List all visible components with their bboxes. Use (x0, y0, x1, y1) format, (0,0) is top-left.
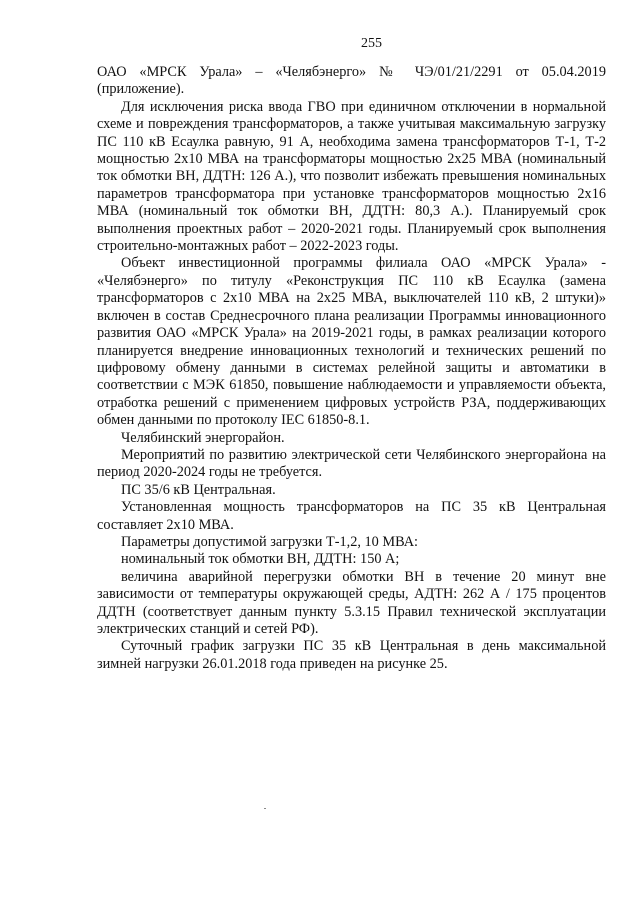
paragraph-9: номинальный ток обмотки ВН, ДДТН: 150 А; (121, 551, 400, 568)
paragraph-11: Суточный график загрузки ПС 35 кВ Центральная в день максимальной зимней нагрузки 26.01.2018 года приведен на рисунке 25. (97, 638, 606, 672)
body-text (97, 64, 606, 673)
scan-speck (264, 808, 266, 809)
paragraph-10: величина аварийной перегрузки обмотки ВН в течение 20 минут вне зависимости от температуры окружающей среды, АДТН: 262 А / 175 процентов ДДТН (соответствует данным пункту 5.3.15 Правил технической эксплуатации электрических станций и сетей РФ). (97, 568, 606, 637)
paragraph-8: Параметры допустимой загрузки Т-1,2, 10 МВА: (121, 533, 419, 550)
page-number: 255 (361, 36, 382, 51)
paragraph-7: Установленная мощность трансформаторов на ПС 35 кВ Центральная составляет 2х10 МВА. (97, 499, 606, 533)
document-page (97, 36, 606, 673)
paragraph-4: Челябинский энергорайон. (121, 429, 285, 446)
paragraph-6: ПС 35/6 кВ Центральная. (121, 481, 276, 498)
paragraph-1: ОАО «МРСК Урала» – «Челябэнерго» № ЧЭ/01/21/2291 от 05.04.2019 (приложение). (97, 64, 606, 98)
paragraph-3: Объект инвестиционной программы филиала ОАО «МРСК Урала» - «Челябэнерго» по титулу «Реконструкция ПС 110 кВ Есаулка (замена трансформаторов с 2х10 МВА на 2х25 МВА, выключателей 110 кВ, 2 штуки)» включен в состав Среднесрочного плана реализации Программы инновационного развития ОАО «МРСК Урала» на 2019-2021 годы, в рамках реализации которого планируется внедрение инновационных технологий и технических решений по цифровому обмену данными в системах релейной защиты и автоматики в соответствии с МЭК 61850, повышение наблюдаемости и управляемости объекта, отработка решений с применением цифровых устройств РЗА, поддерживающих обмен данными по протоколу IEC 61850-8.1. (97, 255, 606, 429)
paragraph-5: Мероприятий по развитию электрической сети Челябинского энергорайона на период 2020-2024 годы не требуется. (97, 446, 606, 481)
paragraph-2: Для исключения риска ввода ГВО при единичном отключении в нормальной схеме и повреждения трансформаторов, а также учитывая максимальную загрузку ПС 110 кВ Есаулка равную, 91 А, необходима замена трансформаторов Т-1, Т-2 мощностью 2х10 МВА на трансформаторы мощностью 2х25 МВА (номинальный ток обмотки ВН, ДДТН: 126 А.), что позволит избежать превышения номинальных параметров трансформатора при установке трансформаторов мощностью 2х16 МВА (номинальный ток обмотки ВН, ДДТН: 80,3 А.). Планируемый срок выполнения проектных работ – 2020-2021 годы. Планируемый срок выполнения строительно-монтажных работ – 2022-2023 годы. (97, 98, 606, 255)
